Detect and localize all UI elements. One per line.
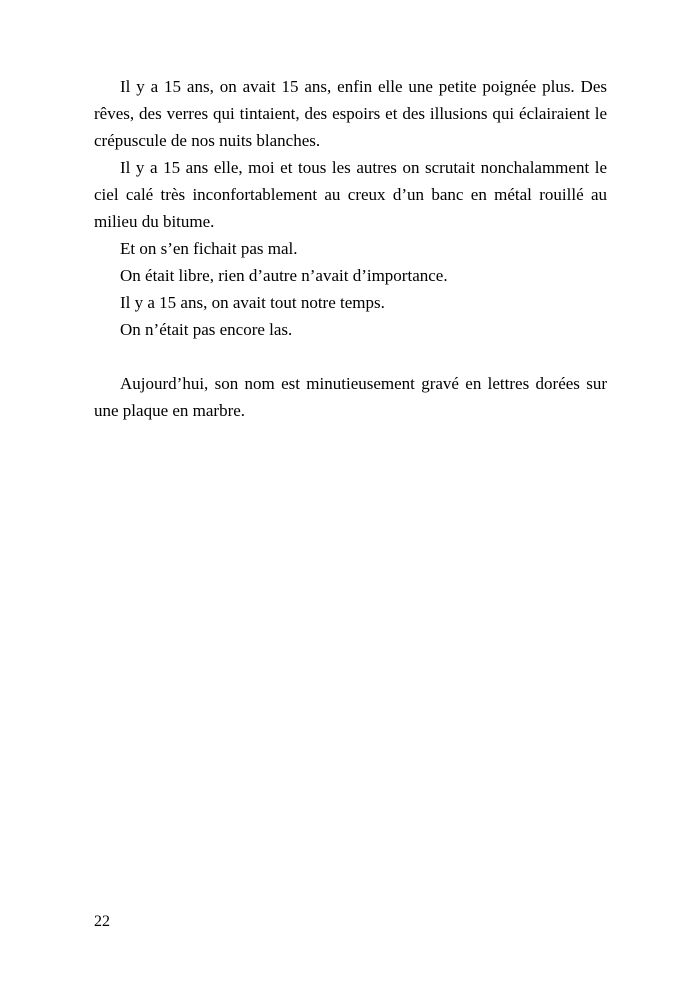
- paragraph: Aujourd’hui, son nom est minutieusement gravé en lettres dorées sur une plaque en marbre.: [94, 374, 607, 420]
- page-number: 22: [94, 913, 110, 930]
- paragraph: Il y a 15 ans, on avait tout notre temps.: [120, 293, 385, 312]
- paragraph: On n’était pas encore las.: [120, 320, 293, 339]
- paragraph: Il y a 15 ans, on avait 15 ans, enfin elle une petite poignée plus. Des rêves, des verres qui tintaient, des espoirs et des illusions qui éclairaient le crépuscule de nos nuits blanches.: [94, 77, 607, 150]
- paragraph: Il y a 15 ans elle, moi et tous les autres on scrutait nonchalamment le ciel calé très inconfortablement au creux d’un banc en métal rouillé au milieu du bitume.: [94, 158, 607, 231]
- paragraph: Et on s’en fichait pas mal.: [120, 239, 298, 258]
- paragraph: On était libre, rien d’autre n’avait d’importance.: [120, 266, 448, 285]
- text-block: [94, 73, 607, 424]
